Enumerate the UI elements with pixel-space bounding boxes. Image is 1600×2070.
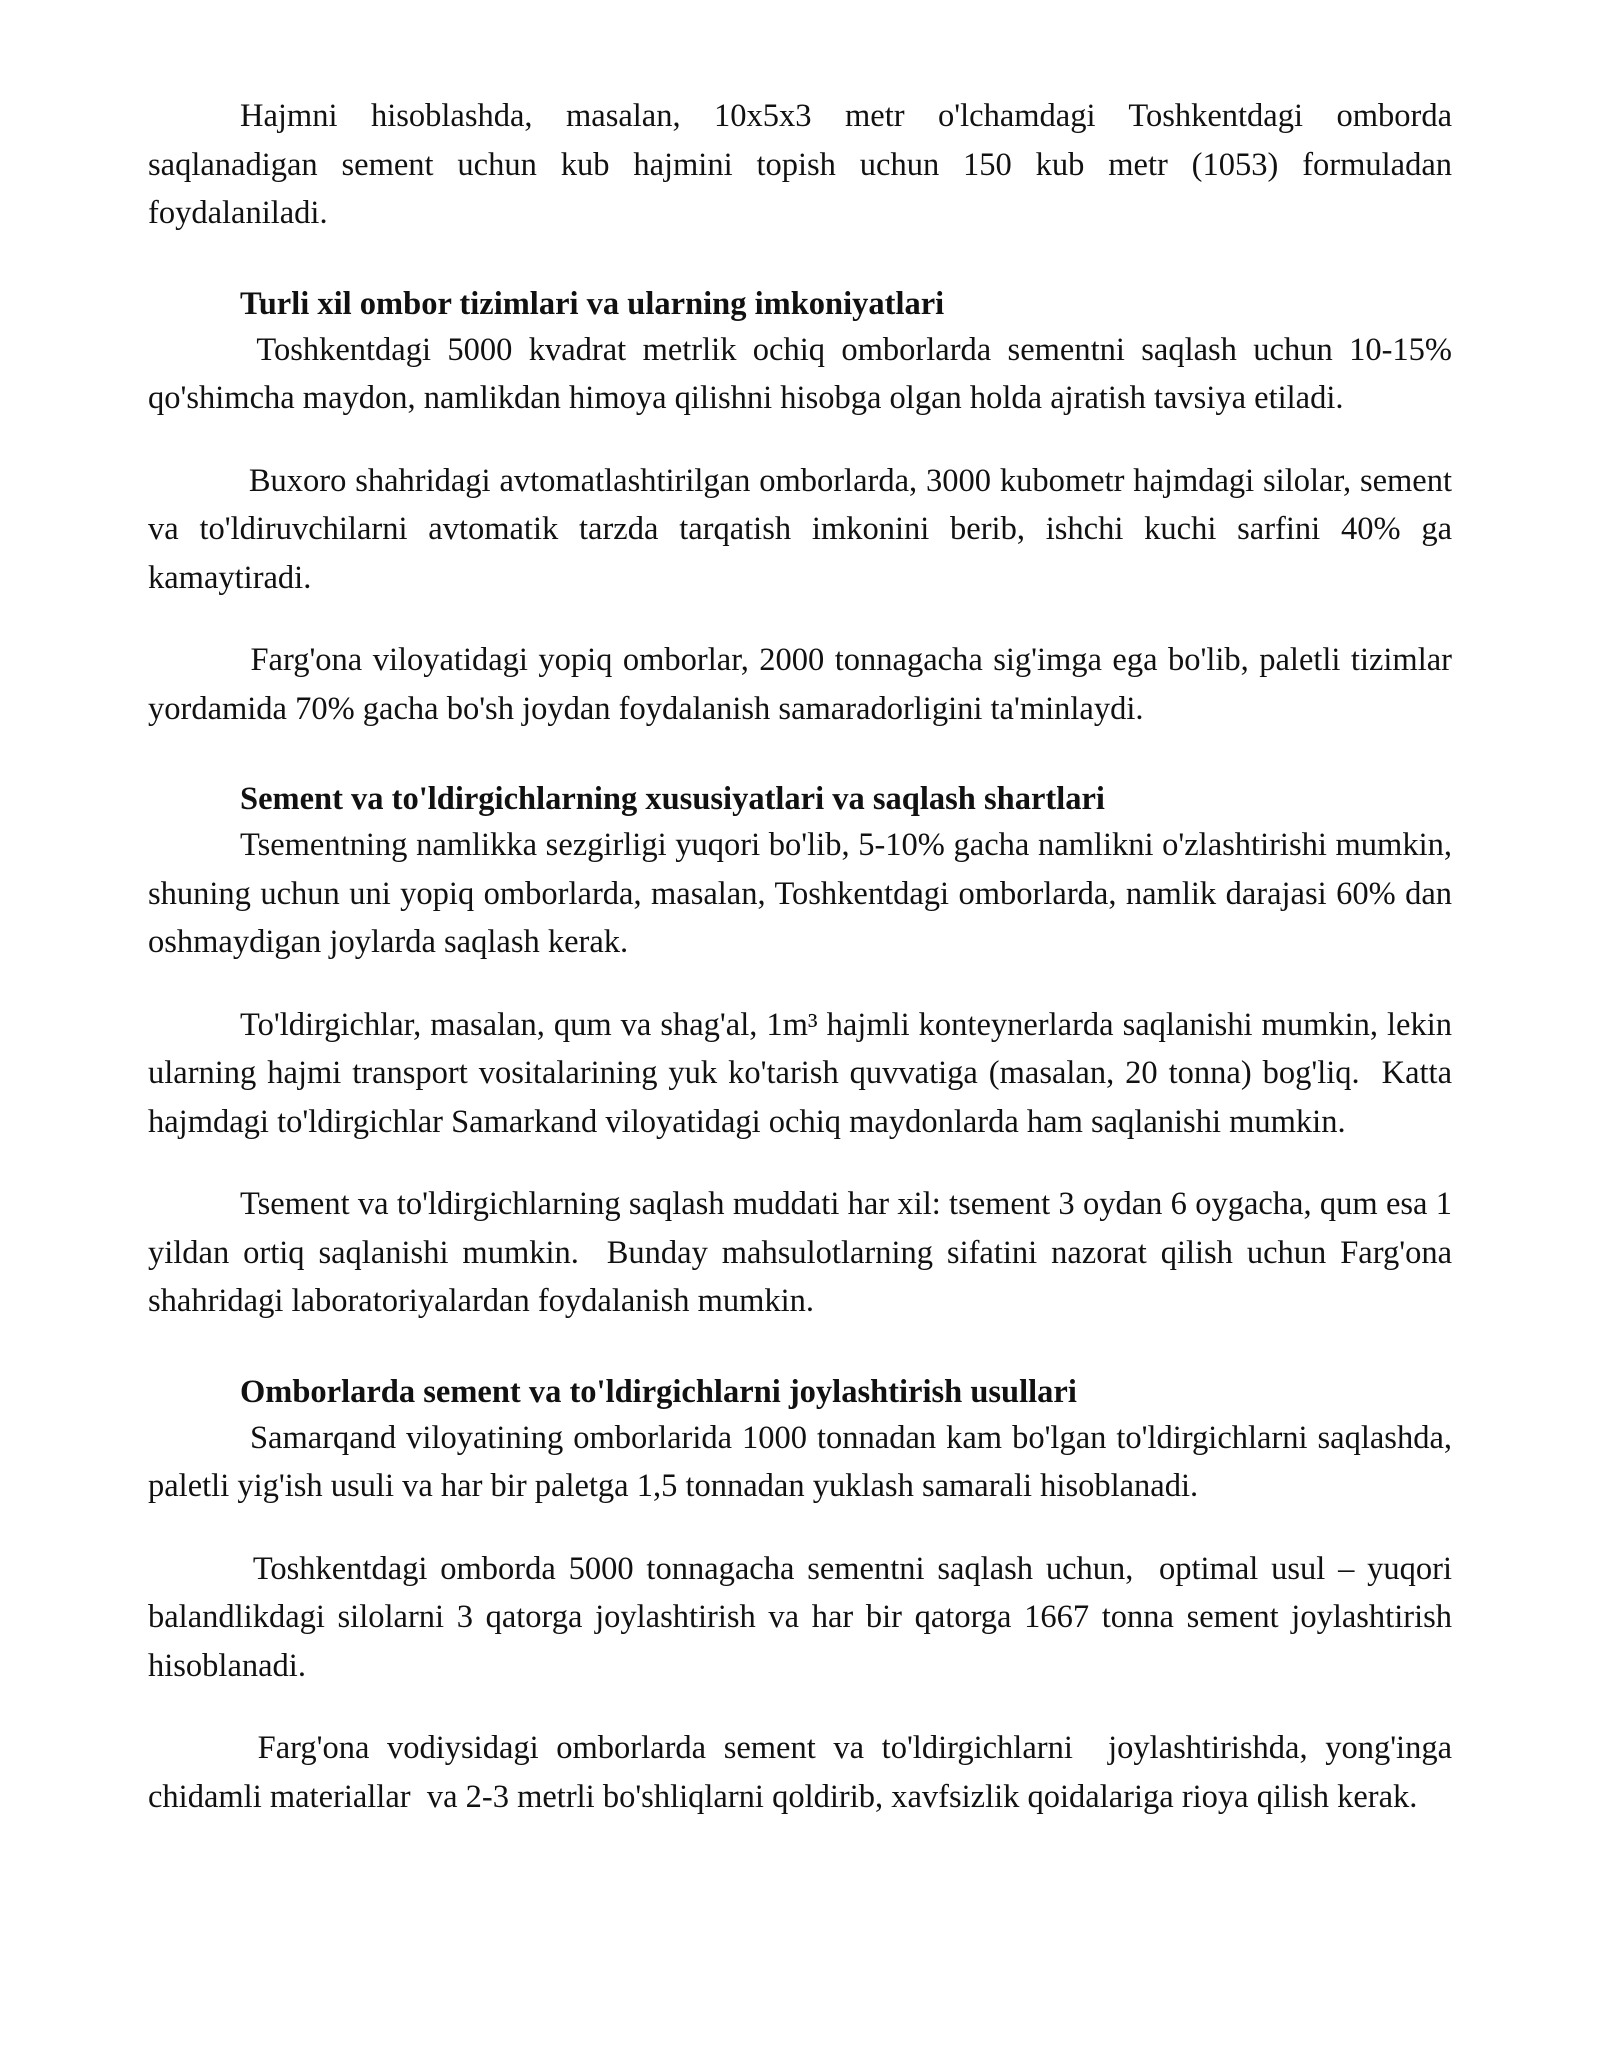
paragraph-safety-rules: Farg'ona vodiysidagi omborlarda sement va to'ldirgichlarni joylashtirishda, yong'inga chidamli materiallar va 2-3 metrli bo'shliqlarni qoldirib, xavfsizlik qoidalariga rioya qilish kerak. xyxy=(148,1730,1461,1815)
paragraph-open-warehouses: Toshkentdagi 5000 kvadrat metrlik ochiq omborlarda sementni saqlash uchun 10-15% qo'shimcha maydon, namlikdan himoya qilishni hisobga olgan holda ajratish tavsiya etiladi. xyxy=(148,331,1461,416)
paragraph-cement-moisture: Tsementning namlikka sezgirligi yuqori bo'lib, 5-10% gacha namlikni o'zlashtirishi mumkin, shuning uchun uni yopiq omborlarda, masalan, Toshkentdagi omborlarda, namlik darajasi 60% dan oshmaydigan joylarda saqlash kerak. xyxy=(148,827,1452,960)
spacer xyxy=(148,238,1452,283)
spacer xyxy=(148,1146,1452,1180)
document-page xyxy=(148,92,1469,1821)
spacer xyxy=(148,733,1452,778)
section-heading-placement-methods: Omborlarda sement va to'ldirgichlarni joylashtirish usullari xyxy=(240,1373,1077,1410)
spacer xyxy=(148,602,1452,636)
paragraph-closed-warehouses: Farg'ona viloyatidagi yopiq omborlar, 2000 tonnagacha sig'imga ega bo'lib, paletli tizimlar yordamida 70% gacha bo'sh joydan foydalanish samaradorligini ta'minlaydi. xyxy=(148,642,1461,727)
spacer xyxy=(148,1326,1452,1371)
paragraph-silo-placement: Toshkentdagi omborda 5000 tonnagacha sementni saqlash uchun, optimal usul – yuqori balandlikdagi silolarni 3 qatorga joylashtirish va har bir qatorga 1667 tonna sement joylashtirish hisoblanadi. xyxy=(148,1550,1461,1684)
section-heading-properties-storage: Sement va to'ldirgichlarning xususiyatlari va saqlash shartlari xyxy=(240,781,1105,817)
paragraph-storage-duration: Tsement va to'ldirgichlarning saqlash muddati har xil: tsement 3 oydan 6 oygacha, qum esa 1 yildan ortiq saqlanishi mumkin. Bunday mahsulotlarning sifatini nazorat qilish uchun Farg'ona shahridagi laboratoriyalardan foydalanish mumkin. xyxy=(148,1186,1461,1319)
paragraph-pallet-method: Samarqand viloyatining omborlarida 1000 tonnadan kam bo'lgan to'ldirgichlarni saqlashda, paletli yig'ish usuli va har bir paletga 1,5 tonnadan yuklash samarali hisoblanadi. xyxy=(148,1419,1469,1504)
paragraph-automated-warehouses: Buxoro shahridagi avtomatlashtirilgan omborlarda, 3000 kubometr hajmdagi silolar, sement va to'ldiruvchilarni avtomatik tarzda tarqatish imkonini berib, ishchi kuchi sarfini 40% ga kamaytiradi. xyxy=(148,462,1461,596)
paragraph-aggregates-containers: To'ldirgichlar, masalan, qum va shag'al, 1m³ hajmli konteynerlarda saqlanishi mumkin, lekin ularning hajmi transport vositalarining yuk ko'tarish quvvatiga (masalan, 20 tonna) bog'liq. Katta hajmdagi to'ldirgichlar Samarkand viloyatidagi ochiq maydonlarda ham saqlanishi mumkin. xyxy=(148,1006,1461,1140)
spacer xyxy=(148,423,1452,457)
section-heading-warehouse-systems: Turli xil ombor tizimlari va ularning imkoniyatlari xyxy=(240,285,945,322)
spacer xyxy=(148,1690,1452,1724)
spacer xyxy=(148,1511,1452,1545)
spacer xyxy=(148,967,1452,1001)
paragraph-volume-calculation: Hajmni hisoblashda, masalan, 10x5x3 metr o'lchamdagi Toshkentdagi omborda saqlanadigan sement uchun kub hajmini topish uchun 150 kub metr (1053) formuladan foydalaniladi. xyxy=(148,98,1452,231)
